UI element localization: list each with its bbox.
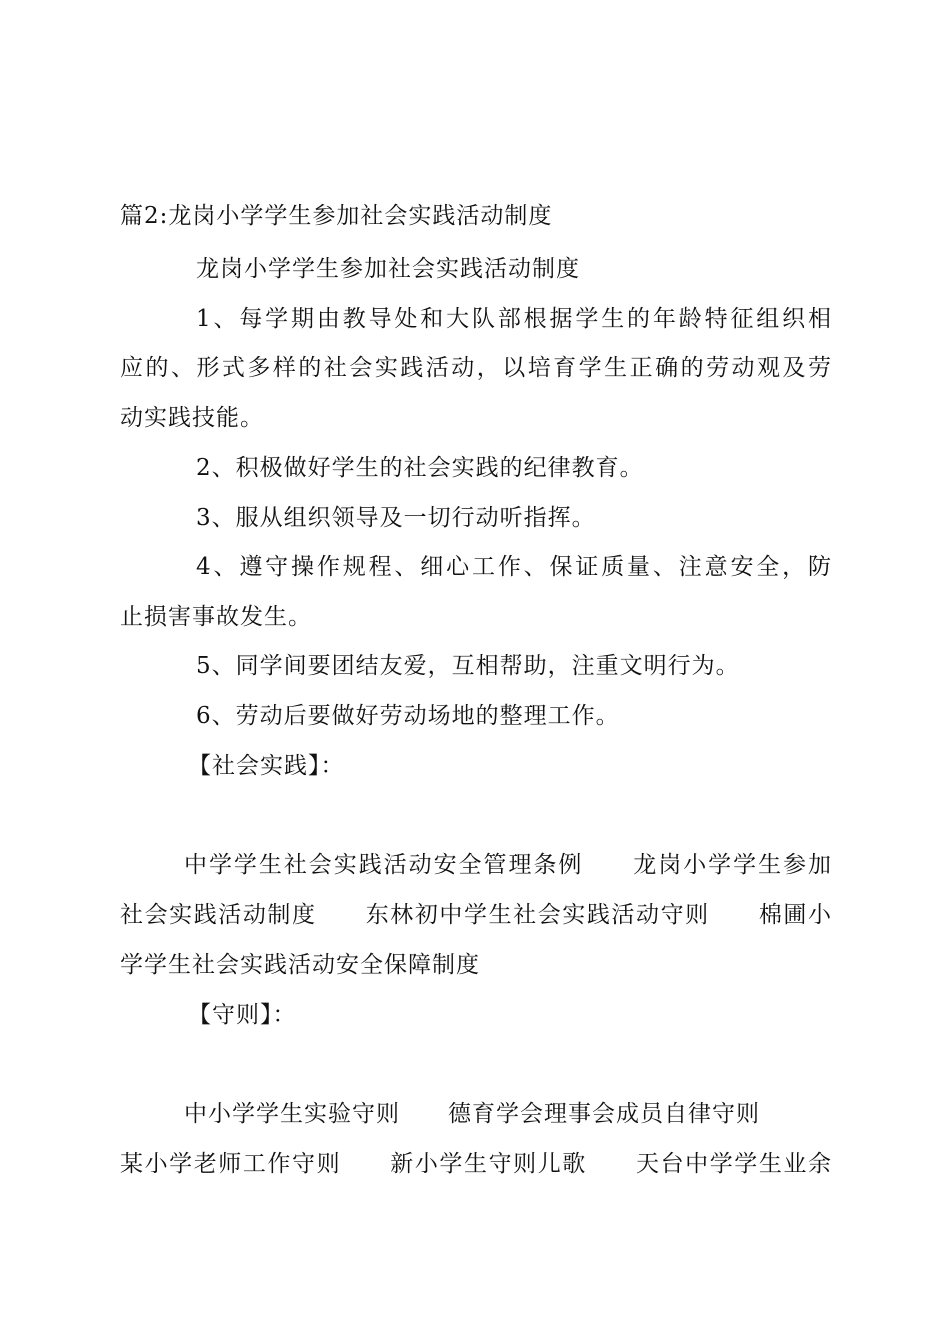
- rule-2: 2、积极做好学生的社会实践的纪律教育。: [196, 455, 644, 481]
- document-title: 龙岗小学学生参加社会实践活动制度: [196, 256, 580, 282]
- tag-social-practice-label: 【社会实践】：: [188, 753, 345, 779]
- rule-5: 5、同学间要团结友爱，互相帮助，注重文明行为。: [196, 653, 740, 679]
- rule-1-line-3: 动实践技能。: [120, 405, 264, 431]
- tag-rules-label: 【守则】：: [188, 1002, 297, 1028]
- rule-4-line-1: 4、遵守操作规程、细心工作、保证质量、注意安全，防: [196, 554, 832, 580]
- related-links-line-3[interactable]: 学学生社会实践活动安全保障制度: [120, 952, 480, 978]
- rule-1-line-2: 应的、形式多样的社会实践活动，以培育学生正确的劳动观及劳: [120, 355, 832, 381]
- rule-6: 6、劳动后要做好劳动场地的整理工作。: [196, 703, 620, 729]
- related-links-line-1[interactable]: 中学学生社会实践活动安全管理条例 龙岗小学学生参加: [184, 852, 832, 878]
- related-links-line-2[interactable]: 社会实践活动制度 东林初中学生社会实践活动守则 棉圃小: [120, 902, 832, 928]
- rules-links-line-1[interactable]: 中小学学生实验守则 德育学会理事会成员自律守则: [184, 1101, 760, 1127]
- rule-1-line-1: 1、每学期由教导处和大队部根据学生的年龄特征组织相: [196, 306, 832, 332]
- rule-4-line-2: 止损害事故发生。: [120, 604, 312, 630]
- rules-links-line-2[interactable]: 某小学老师工作守则 新小学生守则儿歌 天台中学学生业余: [120, 1151, 832, 1177]
- rule-3: 3、服从组织领导及一切行动听指挥。: [196, 505, 596, 531]
- section-heading: 篇2:龙岗小学学生参加社会实践活动制度: [120, 203, 553, 229]
